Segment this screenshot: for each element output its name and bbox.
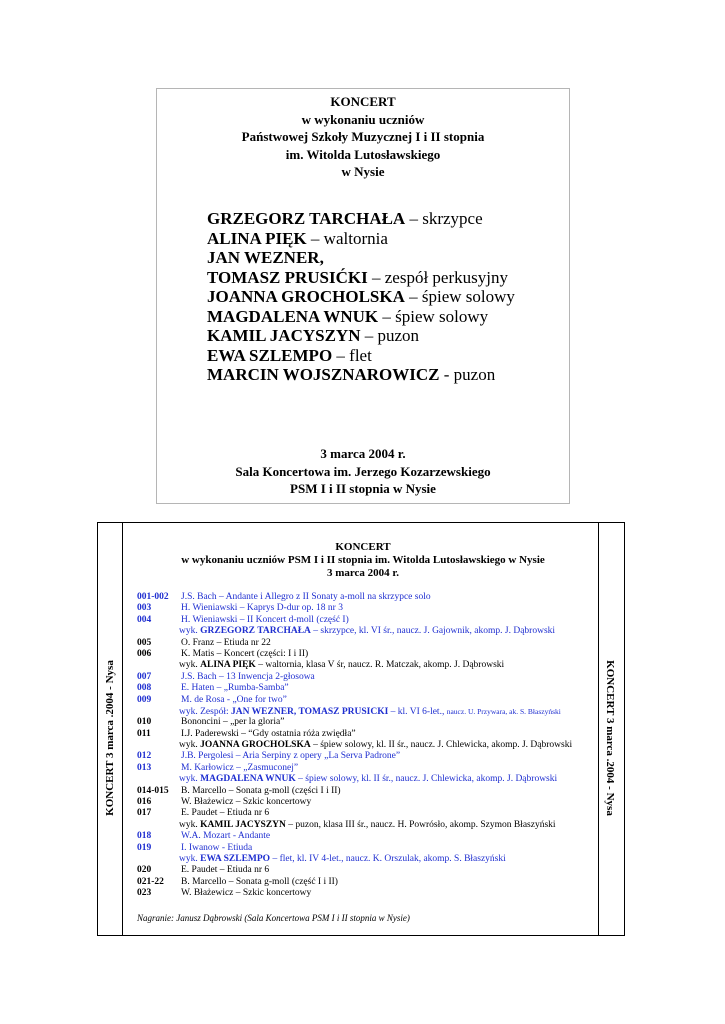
performer-role: – flet (332, 345, 372, 365)
item-number: 016 (137, 797, 152, 808)
performer-name: JAN WEZNER, (207, 248, 324, 267)
performer (207, 326, 515, 346)
performer-role: – śpiew solowy (378, 306, 489, 326)
performer-credit-row (137, 854, 597, 865)
credit-name: KAMIL JACYSZYN (200, 819, 286, 830)
program-item (137, 865, 597, 876)
performer-role: – zespół perkusyjny (367, 267, 508, 287)
item-number: 013 (137, 762, 152, 773)
credit-name: EWA SZLEMPO (200, 853, 271, 864)
cover-header-line: KONCERT (330, 94, 396, 109)
spine-divider-right (598, 523, 599, 935)
credit-details: – kl. VI 6-let., (388, 706, 447, 717)
concert-date: 3 marca 2004 r. (320, 446, 406, 461)
item-title: I. Iwanow - Etiuda (181, 842, 253, 853)
performer (207, 229, 515, 249)
performer-role: – waltornia (306, 228, 388, 248)
program-item (137, 695, 597, 706)
item-number: 017 (137, 808, 152, 819)
program-item (137, 717, 597, 728)
credit-details: – śpiew solowy, kl. II śr., naucz. J. Chlewicka, akomp. J. Dąbrowski (310, 740, 573, 751)
program-item (137, 638, 597, 649)
item-title: E. Haten – „Rumba-Samba” (181, 683, 289, 694)
credit-prefix: wyk. (179, 626, 201, 637)
item-number: 008 (137, 683, 152, 694)
credit-name: MAGDALENA WNUK (200, 774, 296, 785)
performer-credit (179, 626, 555, 637)
program-item (137, 831, 597, 842)
program-header (128, 541, 598, 580)
performer (207, 209, 515, 229)
item-title: M. de Rosa - „One for two” (181, 694, 287, 705)
cover-footer (157, 445, 569, 498)
credit-name: ALINA PIĘK (200, 660, 256, 671)
item-number: 003 (137, 603, 152, 614)
performer-credit-row (137, 706, 597, 717)
recording-credit: Nagranie: Janusz Dąbrowski (Sala Koncertowa PSM I i II stopnia w Nysie) (137, 913, 410, 923)
performer-role: – skrzypce (405, 209, 483, 228)
credit-details: – skrzypce, kl. VI śr., naucz. J. Gajownik, akomp. J. Dąbrowski (310, 626, 556, 637)
credit-name: JAN WEZNER, TOMASZ PRUSICKI (230, 706, 389, 717)
item-number: 020 (137, 865, 152, 876)
item-title: B. Marcello – Sonata g-moll (części I i II) (181, 785, 341, 796)
performer (207, 365, 515, 385)
performer-name: MARCIN WOJSZNAROWICZ (207, 365, 440, 384)
item-number: 004 (137, 614, 152, 625)
performer (207, 287, 515, 307)
item-title: K. Matis – Koncert (części: I i II) (181, 648, 309, 659)
program-item (137, 888, 597, 899)
program-card (97, 522, 625, 936)
credit-name: GRZEGORZ TARCHAŁA (200, 626, 311, 637)
performer (207, 307, 515, 327)
performer-credit (179, 820, 556, 831)
credit-teacher: naucz. U. Przywara, ak. S. Błaszyński (446, 706, 561, 716)
item-number: 010 (137, 717, 152, 728)
performer-credit-row (137, 740, 597, 751)
performer-name: JOANNA GROCHOLSKA (207, 287, 405, 306)
item-title: J.S. Bach – Andante i Allegro z II Sonaty a-moll na skrzypce solo (181, 592, 431, 602)
program-item (137, 603, 597, 614)
item-title: W.A. Mozart - Andante (181, 831, 271, 842)
concert-venue: Sala Koncertowa im. Jerzego Kozarzewskiego (235, 463, 491, 479)
program-item (137, 615, 597, 626)
performer (207, 346, 515, 366)
performer-name: KAMIL JACYSZYN (207, 326, 361, 345)
performer-credit-row (137, 626, 597, 637)
item-title: E. Paudet – Etiuda nr 6 (181, 865, 270, 876)
credit-prefix: wyk. (179, 660, 201, 671)
program-title: KONCERT (335, 541, 391, 553)
program-list (137, 592, 597, 900)
item-title: H. Wieniawski – Kaprys D-dur op. 18 nr 3 (181, 603, 343, 614)
item-number: 014-015 (137, 785, 169, 796)
spine-label-left: KONCERT 3 marca .2004 - Nysa (104, 660, 116, 816)
credit-prefix: wyk. (179, 819, 201, 830)
item-title: B. Marcello – Sonata g-moll (część I i II) (181, 876, 338, 887)
performer-list (207, 209, 515, 385)
item-number: 011 (137, 728, 151, 739)
item-number: 006 (137, 648, 152, 659)
spine-label-right: KONCERT 3 marca .2004 - Nysa (604, 660, 616, 816)
credit-prefix: wyk. (179, 740, 201, 751)
item-title: I.J. Paderewski – “Gdy ostatnia róża zwiędła” (181, 728, 356, 739)
credit-details: – flet, kl. IV 4-let., naucz. K. Orszulak, akomp. S. Błaszyński (270, 853, 506, 864)
performer-name: ALINA PIĘK (207, 228, 307, 248)
credit-details: – puzon, klasa III śr., naucz. H. Powrósło, akomp. Szymon Błaszyński (285, 819, 556, 830)
credit-prefix: wyk. (179, 774, 201, 785)
credit-details: – waltornia, klasa V śr, naucz. R. Matczak, akomp. J. Dąbrowski (255, 660, 505, 671)
item-number: 007 (137, 671, 152, 682)
item-title: H. Wieniawski – II Koncert d-moll (część I) (181, 614, 349, 625)
performer-credit (179, 660, 504, 671)
performer-credit (179, 854, 506, 865)
item-number: 001-002 (137, 592, 169, 602)
credit-prefix: wyk. Zespół: (179, 706, 231, 717)
performer-role: - puzon (439, 365, 496, 384)
cover-header-line: im. Witolda Lutosławskiego (285, 146, 441, 162)
performer (207, 248, 515, 268)
program-date: 3 marca 2004 r. (326, 567, 400, 579)
performer (207, 268, 515, 288)
performer-role: – śpiew solowy (404, 287, 515, 306)
program-item (137, 808, 597, 819)
performer-credit (179, 740, 572, 751)
item-title: O. Franz – Etiuda nr 22 (181, 637, 271, 648)
item-number: 012 (137, 751, 152, 762)
credit-name: JOANNA GROCHOLSKA (200, 740, 311, 751)
spine-divider-left (122, 523, 123, 935)
item-title: J.B. Pergolesi – Aria Serpiny z opery „La Serva Padrone” (181, 751, 401, 762)
cover-header (157, 93, 569, 181)
item-number: 009 (137, 694, 152, 705)
performer-role: – puzon (360, 326, 420, 345)
item-title: W. Błażewicz – Szkic koncertowy (181, 797, 312, 808)
program-item (137, 729, 597, 740)
item-title: M. Karłowicz – „Zasmuconej” (181, 762, 299, 773)
program-item (137, 592, 597, 603)
performer-name: EWA SZLEMPO (207, 345, 333, 365)
program-subtitle: w wykonaniu uczniów PSM I i II stopnia im. Witolda Lutosławskiego w Nysie (181, 554, 545, 566)
performer-credit (179, 774, 557, 785)
program-item (137, 751, 597, 762)
item-title: J.S. Bach – 13 Inwencja 2-głosowa (181, 671, 315, 682)
item-title: W. Błażewicz – Szkic koncertowy (181, 888, 312, 899)
item-number: 023 (137, 888, 152, 899)
credit-details: – śpiew solowy, kl. II śr., naucz. J. Chlewicka, akomp. J. Dąbrowski (295, 774, 558, 785)
cover-header-line: w wykonaniu uczniów (301, 111, 425, 127)
program-item (137, 683, 597, 694)
program-item (137, 672, 597, 683)
credit-prefix: wyk. (179, 853, 201, 864)
performer-name: MAGDALENA WNUK (207, 306, 379, 326)
item-title: Bononcini – „per la gloria” (181, 717, 285, 728)
program-item (137, 786, 597, 797)
performer-name: TOMASZ PRUSIĆKI (207, 267, 368, 287)
cover-page (156, 88, 570, 504)
program-item (137, 649, 597, 660)
item-number: 005 (137, 637, 152, 648)
program-item (137, 763, 597, 774)
performer-credit-row (137, 660, 597, 671)
item-number: 018 (137, 831, 152, 842)
performer-credit-row (137, 774, 597, 785)
program-item (137, 843, 597, 854)
concert-school: PSM I i II stopnia w Nysie (290, 481, 436, 496)
item-number: 019 (137, 842, 152, 853)
item-title: E. Paudet – Etiuda nr 6 (181, 808, 270, 819)
program-item (137, 797, 597, 808)
performer-name: GRZEGORZ TARCHAŁA (207, 209, 406, 228)
cover-header-line: w Nysie (341, 164, 385, 179)
cover-header-line: Państwowej Szkoły Muzycznej I i II stopnia (241, 129, 485, 144)
item-number: 021-22 (137, 876, 164, 887)
program-item (137, 877, 597, 888)
performer-credit-row (137, 820, 597, 831)
